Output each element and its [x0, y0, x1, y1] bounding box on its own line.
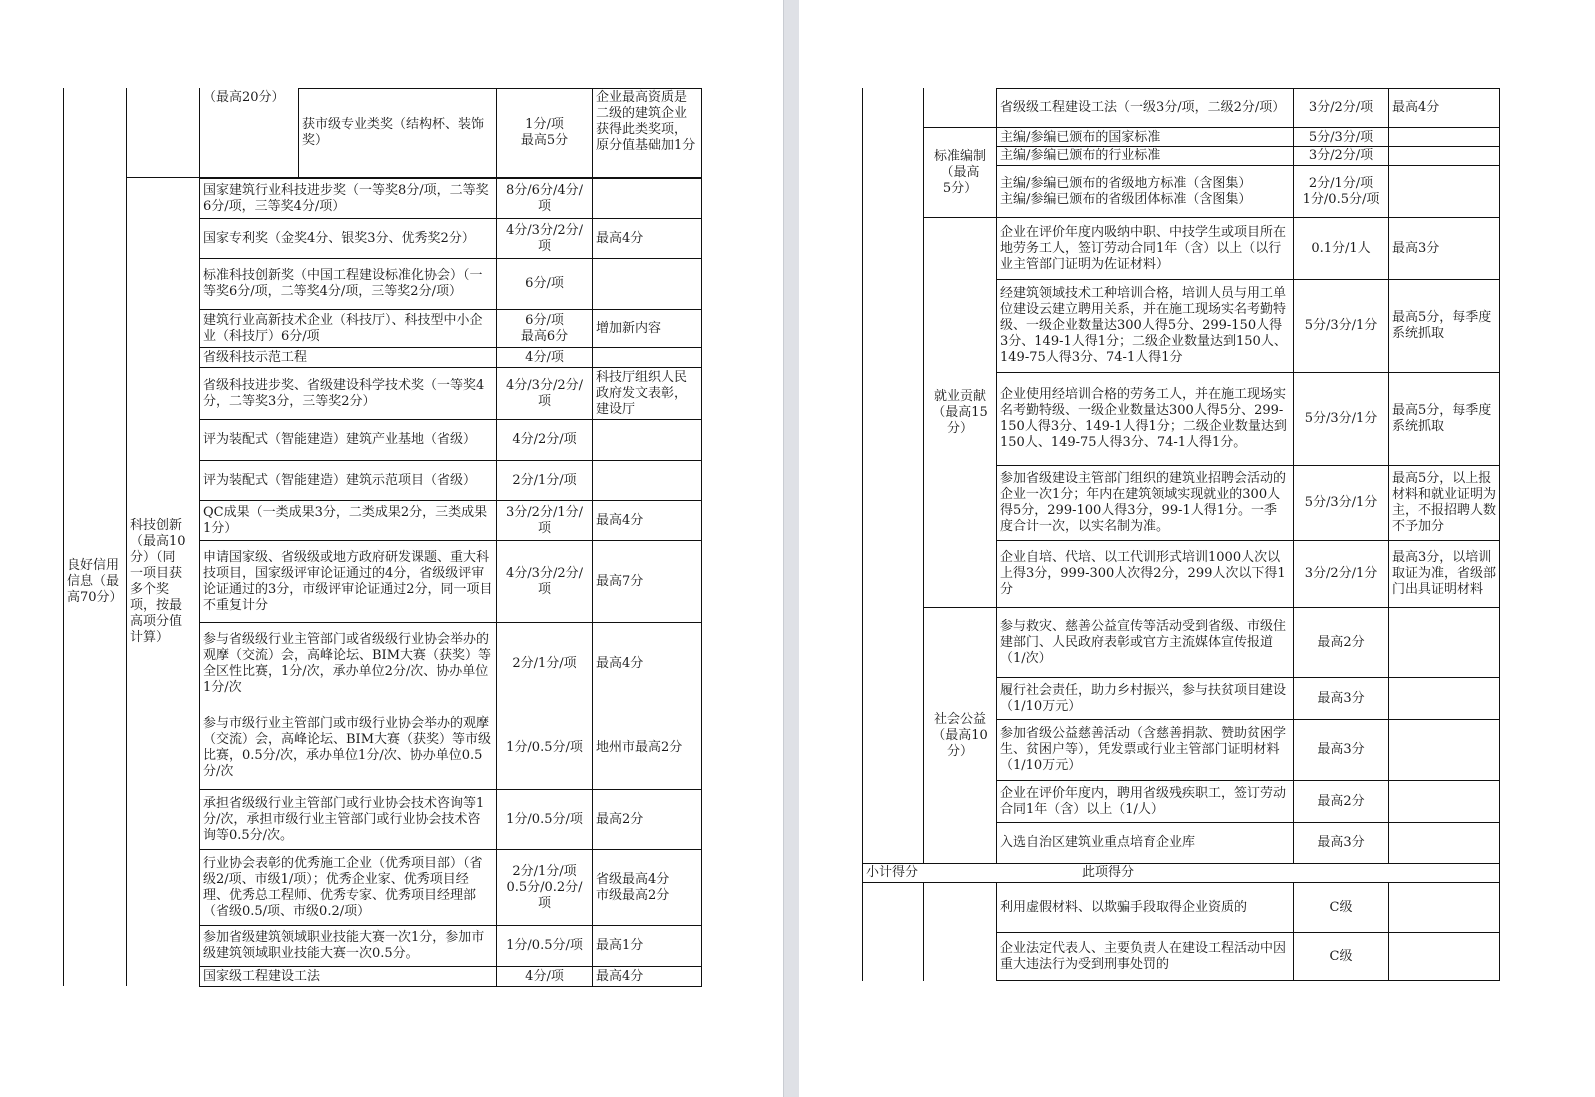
employment-note-cell: 最高5分，每季度系统抓取 — [1392, 310, 1492, 341]
credit-category-cell: 良好信用 信息（最 高70分） — [67, 558, 123, 605]
standard-score-cell: 2分/1分/项 1分/0.5分/项 — [1302, 175, 1380, 207]
public-welfare-note-cell — [1389, 678, 1499, 719]
tech-score-cell: 4分/项 — [525, 968, 564, 984]
tech-score-cell: 2分/1分/项 — [512, 656, 577, 671]
tech-score-cell: 6分/项 最高6分 — [520, 312, 569, 344]
employment-item-cell: 企业在评价年度内吸纳中职、中技学生或项目所在地劳务工人，签订劳动合同1年（含）以上（以行业主管部门证明为佐证材料） — [1000, 225, 1287, 272]
tech-category-cell: 科技创新 （最高10 分）（同 一项目获 多个奖 项，按最 高项分值 计算） — [130, 518, 186, 645]
public-welfare-score-cell: 最高2分 — [1317, 793, 1365, 809]
tech-note-cell — [593, 348, 701, 367]
public-welfare-score-cell: 最高3分 — [1317, 835, 1365, 850]
tech-score-cell: 3分/2分/1分/项 — [506, 504, 583, 536]
employment-score-cell: 5分/3分/1分 — [1304, 495, 1378, 510]
employment-item-cell: 企业自培、代培、以工代训形式培训1000人次以上得3分，999-300人次得2分，299人次以下得1分 — [1000, 550, 1286, 597]
tech-note-cell: 省级最高4分 市级最高2分 — [596, 871, 670, 903]
tech-item-cell: QC成果（一类成果3分，二类成果2分，三类成果1分） — [203, 504, 488, 536]
standard-score-cell: 3分/2分/项 — [1308, 148, 1374, 163]
provincial-method-note: 最高4分 — [1392, 100, 1440, 115]
top-item-cell: 获市级专业类奖（结构杯、装饰奖） — [302, 117, 485, 148]
employment-note-cell: 最高5分，以上报材料和就业证明为主，不报招聘人数不予加分 — [1392, 471, 1497, 534]
tech-item-cell: 参加省级建筑领域职业技能大赛一次1分，参加市级建筑领域职业技能大赛一次0.5分。 — [203, 930, 485, 961]
public-welfare-note-cell — [1389, 781, 1499, 822]
employment-note-cell: 最高5分，每季度系统抓取 — [1392, 403, 1492, 434]
document-page-right — [799, 0, 1595, 1097]
public-welfare-note-cell — [1389, 609, 1499, 677]
tech-score-cell: 1分/0.5分/项 — [506, 938, 583, 953]
tech-item-cell: 参与市级行业主管部门或市级行业协会举办的观摩（交流）会，高峰论坛、BIM大赛（获奖）等市级比赛，0.5分/次，承办单位1分/次、协办单位0.5分/次 — [203, 715, 491, 779]
tech-item-cell: 承担省级级行业主管部门或行业协会技术咨询等1分/次，承担市级行业主管部门或行业协会技术咨询等0.5分/次。 — [203, 795, 485, 843]
tech-score-cell: 4分/项 — [525, 349, 564, 365]
tech-score-cell: 2分/1分/项 0.5分/0.2分/项 — [506, 863, 583, 911]
public-welfare-note-cell — [1389, 823, 1499, 863]
standard-item-cell: 主编/参编已颁布的国家标准 — [1000, 129, 1161, 145]
employment-note-cell: 最高3分 — [1392, 241, 1440, 256]
tech-item-cell: 标准科技创新奖（中国工程建设标准化协会）（一等奖6分/项，二等奖4分/项，三等奖2分/项） — [203, 268, 483, 299]
standard-item-cell: 主编/参编已颁布的省级地方标准（含图集） 主编/参编已颁布的省级团体标准（含图集） — [1000, 175, 1252, 207]
tech-note-cell — [593, 420, 701, 460]
provincial-method-item: 省级级工程建设工法（一级3分/项，二级2分/项） — [1000, 100, 1286, 115]
bad-record-item-cell: 利用虚假材料、以欺骗手段取得企业资质的 — [1000, 900, 1248, 915]
employment-item-cell: 经建筑领域技术工种培训合格，培训人员与用工单位建设云建立聘用关系，并在施工现场实名考勤特级、一级企业数量达300人得5分、299-150人得3分、149-1人得1分；二级企业数量达到150人、149-75人得3分、74-1人得1分 — [1000, 286, 1287, 365]
tech-note-cell — [593, 461, 701, 500]
tech-note-cell: 最高4分 — [596, 968, 644, 984]
public-welfare-score-cell: 最高3分 — [1317, 742, 1365, 757]
tech-note-cell: 科技厅组织人民政府发文表彰，建设厅 — [596, 369, 688, 417]
standard-note-cell — [1389, 147, 1499, 165]
standard-note-cell — [1389, 129, 1499, 146]
tech-score-cell: 6分/项 — [525, 276, 564, 291]
tech-item-cell: 省级科技示范工程 — [203, 349, 308, 365]
public-welfare-score-cell: 最高2分 — [1317, 635, 1365, 650]
tech-item-cell: 国家建筑行业科技进步奖（一等奖8分/项，二等奖6分/项，三等奖4分/项） — [203, 182, 489, 214]
tech-item-cell: 国家级工程建设工法 — [203, 968, 321, 984]
top-category-cell: （最高20分） — [203, 90, 285, 105]
standard-score-cell: 5分/3分/项 — [1308, 129, 1374, 145]
tech-score-cell: 4分/3分/2分/项 — [506, 565, 583, 597]
employment-category-cell: 就业贡献 （最高15 分） — [932, 388, 988, 436]
public-welfare-item-cell: 履行社会责任，助力乡村振兴，参与扶贫项目建设（1/10万元） — [1000, 682, 1287, 714]
tech-note-cell: 增加新内容 — [596, 320, 662, 336]
tech-note-cell: 最高4分 — [596, 230, 644, 246]
employment-item-cell: 参加省级建设主管部门组织的建筑业招聘会活动的企业一次1分；年内在建筑领域实现就业的300人得5分，299-100人得3分，99-1人得1分。一季度合计一次，以实名制为准。 — [1000, 471, 1287, 534]
tech-item-cell: 省级科技进步奖、省级建设科学技术奖（一等奖4分，二等奖3分，三等奖2分） — [203, 377, 485, 409]
public-welfare-item-cell: 参与救灾、慈善公益宣传等活动受到省级、市级住建部门、人民政府表彰或官方主流媒体宣传报道（1/次） — [1000, 619, 1287, 666]
employment-score-cell: 0.1分/1人 — [1311, 241, 1371, 256]
public-welfare-item-cell: 企业在评价年度内，聘用省级残疾职工，签订劳动合同1年（含）以上（1/人） — [1000, 785, 1287, 817]
tech-note-cell: 最高1分 — [596, 938, 644, 953]
tech-note-cell: 最高7分 — [596, 573, 644, 589]
subtotal-label: 小计得分 — [866, 865, 919, 880]
tech-score-cell: 4分/3分/2分/项 — [506, 222, 583, 254]
tech-score-cell: 4分/2分/项 — [512, 432, 577, 447]
tech-note-cell — [593, 259, 701, 309]
tech-score-cell: 4分/3分/2分/项 — [506, 377, 583, 409]
tech-score-cell: 1分/0.5分/项 — [506, 739, 583, 755]
tech-note-cell: 最高4分 — [596, 656, 644, 671]
bad-record-score-cell: C级 — [1329, 900, 1353, 915]
tech-item-cell: 评为装配式（智能建造）建筑产业基地（省级） — [203, 432, 477, 447]
public-welfare-score-cell: 最高3分 — [1317, 690, 1365, 706]
public-welfare-item-cell: 入选自治区建筑业重点培育企业库 — [1000, 835, 1196, 850]
top-score-cell: 1分/项 最高5分 — [520, 117, 569, 148]
tech-item-cell: 申请国家级、省级级或地方政府研发课题、重大科技项目，国家级评审论证通过的4分，省级级评审论证通过的3分，市级评审论证通过2分，同一项目不重复计分 — [203, 549, 493, 613]
standard-item-cell: 主编/参编已颁布的行业标准 — [1000, 148, 1161, 163]
tech-score-cell: 8分/6分/4分/项 — [506, 182, 583, 214]
bad-record-item-cell: 企业法定代表人、主要负责人在建设工程活动中因重大违法行为受到刑事处罚的 — [1000, 940, 1287, 972]
employment-score-cell: 5分/3分/1分 — [1304, 318, 1378, 333]
public-welfare-item-cell: 参加省级公益慈善活动（含慈善捐款、赞助贫困学生、贫困户等），凭发票或行业主管部门证明材料（1/10万元） — [1000, 726, 1287, 773]
provincial-method-score: 3分/2分/项 — [1308, 100, 1374, 115]
tech-note-cell — [593, 179, 701, 218]
tech-score-cell: 1分/0.5分/项 — [506, 811, 583, 827]
tech-note-cell: 最高2分 — [596, 811, 644, 827]
employment-note-cell: 最高3分，以培训取证为准，省级部门出具证明材料 — [1392, 550, 1497, 597]
tech-item-cell: 国家专利奖（金奖4分、银奖3分、优秀奖2分） — [203, 230, 475, 246]
tech-note-cell: 地州市最高2分 — [596, 739, 683, 755]
standard-note-cell — [1389, 166, 1499, 217]
document-page-left — [0, 0, 783, 1097]
standard-category-cell: 标准编制 （最高 5分） — [933, 148, 986, 196]
tech-item-cell: 参与省级级行业主管部门或省级级行业协会举办的观摩（交流）会，高峰论坛、BIM大赛（获奖）等全区性比赛，1分/次，承办单位2分/次、协办单位1分/次 — [203, 632, 491, 695]
tech-note-cell: 最高4分 — [596, 512, 644, 528]
public-welfare-category-cell: 社会公益 （最高10 分） — [932, 711, 988, 759]
tech-item-cell: 建筑行业高新技术企业（科技厅）、科技型中小企业（科技厅）6分/项 — [203, 312, 483, 344]
tech-item-cell: 评为装配式（智能建造）建筑示范项目（省级） — [203, 472, 477, 488]
tech-item-cell: 行业协会表彰的优秀施工企业（优秀项目部）（省级2/项、市级1/项）；优秀企业家、优秀项目经理、优秀总工程师、优秀专家、优秀项目经理部（省级0.5/项、市级0.2/项） — [203, 855, 483, 919]
employment-score-cell: 3分/2分/1分 — [1304, 566, 1378, 581]
employment-score-cell: 5分/3分/1分 — [1304, 411, 1378, 426]
public-welfare-note-cell — [1389, 720, 1499, 780]
bad-record-score-cell: C级 — [1329, 948, 1353, 964]
subtotal-value: 此项得分 — [1082, 865, 1135, 880]
top-note-cell: 企业最高资质是二级的建筑企业获得此类奖项，原分值基础加1分 — [596, 90, 696, 153]
tech-score-cell: 2分/1分/项 — [512, 472, 577, 488]
employment-item-cell: 企业使用经培训合格的劳务工人，并在施工现场实名考勤特级、一级企业数量达300人得5分、299-150人得3分、149-1人得1分；二级企业数量达到150人、149-75人得3分、74-1人得1分。 — [1000, 387, 1287, 450]
